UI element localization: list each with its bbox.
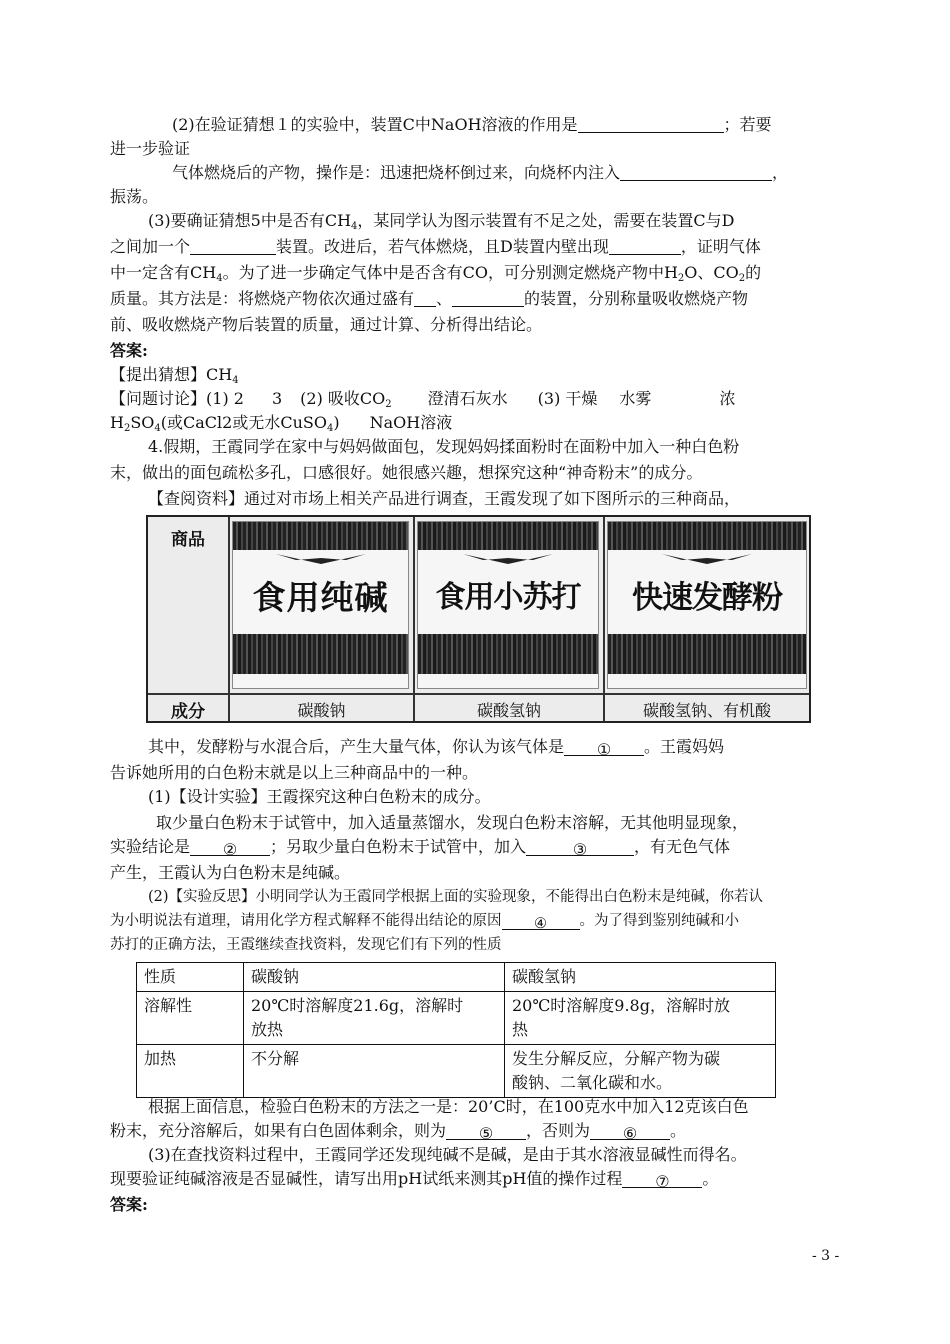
properties-table: [136, 962, 776, 1098]
text-line: 【问题讨论】(1) 2 3 (2) 吸收$CO_2$ 澄清石灰水 (3) 干燥 水雾 浓: [110, 389, 736, 410]
text-line: 取少量白色粉末于试管中，加入适量蒸馏水，发现白色粉末溶解，无其他明显现象，: [156, 813, 749, 832]
table-header-cell: 碳酸氢钠: [505, 963, 776, 992]
text-line: (3)要确证猜想5中是否有$CH_4$，某同学认为图示装置有不足之处，需要在装置C与D: [148, 211, 735, 232]
table-row: [137, 992, 776, 1045]
table-cell: 20℃时溶解度21.6g，溶解时 放热: [244, 992, 505, 1045]
table-cell: 发生分解反应，分解产物为碳 酸钠、二氧化碳和水。: [505, 1045, 776, 1098]
text-line: 粉末，充分溶解后，如果有白色固体剩余，则为 ⑤ ，否则为 ⑥ 。: [110, 1121, 687, 1142]
product-component: 碳酸氢钠、有机酸: [642, 700, 771, 720]
product-box: [417, 521, 599, 689]
answer-blank[interactable]: ⑤: [446, 1123, 526, 1140]
answer-blank[interactable]: ④: [502, 913, 580, 930]
product-name: 食用纯碱: [252, 578, 389, 617]
product-photo: [146, 515, 811, 723]
text-line: 前、吸收燃烧产物后装置的质量，通过计算、分析得出结论。: [110, 315, 543, 334]
product-box: [232, 521, 409, 689]
answer-blank[interactable]: [609, 238, 681, 255]
answer-blank[interactable]: [452, 290, 524, 307]
text-line: $H_2SO_4$(或CaCl2或无水CuSO$_4$) NaOH溶液: [110, 413, 453, 434]
text-line: 现要验证纯碱溶液是否显碱性，请写出用pH试纸来测其pH值的操作过程 ⑦ 。: [110, 1169, 719, 1190]
brand-logo-icon: [276, 552, 366, 566]
product-component: 碳酸钠: [297, 700, 346, 720]
answer-blank[interactable]: ②: [190, 839, 270, 856]
text-line: 为小明说法有道理，请用化学方程式解释不能得出结论的原因 ④ 。为了得到鉴别纯碱和小: [110, 913, 739, 932]
product-box: [607, 521, 807, 689]
text-line: (3)在查找资料过程中，王霞同学还发现纯碱不是碱，是由于其水溶液显碱性而得名。: [148, 1145, 747, 1164]
table-header-cell: 性质: [137, 963, 244, 992]
table-cell: 溶解性: [137, 992, 244, 1045]
answer-blank[interactable]: ③: [526, 839, 634, 856]
text-line: (2)在验证猜想１的实验中，装置C中NaOH溶液的作用是 ；若要: [172, 115, 772, 134]
text-line: 中一定含有$CH_4$。为了进一步确定气体中是否含有CO，可分别测定燃烧产物中$H_2O$、$CO_2$的: [110, 263, 762, 284]
brand-logo-icon: [463, 552, 553, 566]
product-name: 快速发酵粉: [632, 580, 782, 616]
text-line: 产生，王霞认为白色粉末是纯碱。: [110, 863, 351, 882]
text-line: 质量。其方法是：将燃烧产物依次通过盛有 、 的装置，分别称量吸收燃烧产物: [110, 289, 749, 308]
text-line: 苏打的正确方法，王霞继续查找资料，发现它们有下列的性质: [110, 937, 502, 953]
text-line: 4.假期，王霞同学在家中与妈妈做面包，发现妈妈揉面粉时在面粉中加入一种白色粉: [148, 437, 740, 456]
text-line: 进一步验证: [110, 139, 191, 158]
product-name: 食用小苏打: [435, 580, 581, 615]
text-line: (1)【设计实验】王霞探究这种白色粉末的成分。: [148, 787, 491, 806]
answer-heading: 答案:: [110, 341, 148, 360]
text-line: 告诉她所用的白色粉末就是以上三种商品中的一种。: [110, 763, 479, 782]
text-line: 【提出猜想】$CH_4$: [110, 365, 239, 386]
text-line: (2)【实验反思】小明同学认为王霞同学根据上面的实验现象，不能得出白色粉末是纯碱，你若认: [148, 889, 764, 905]
answer-blank[interactable]: ⑥: [590, 1123, 670, 1140]
text-line: 气体燃烧后的产物，操作是：迅速把烧杯倒过来，向烧杯内注入 ，: [172, 163, 789, 182]
answer-heading: 答案:: [110, 1195, 148, 1214]
answer-blank[interactable]: [578, 116, 724, 133]
product-header: 商品: [171, 529, 205, 550]
text-line: 实验结论是 ② ；另取少量白色粉末于试管中，加入 ③ ，有无色气体: [110, 837, 731, 858]
table-header-cell: 碳酸钠: [244, 963, 505, 992]
answer-blank[interactable]: [190, 238, 276, 255]
brand-logo-icon: [662, 552, 752, 566]
text-line: 之间加一个 装置。改进后，若气体燃烧，且D装置内壁出现 ，证明气体: [110, 237, 761, 256]
text-line: 振荡。: [110, 187, 159, 206]
table-header-row: [137, 963, 776, 992]
answer-blank[interactable]: [414, 290, 436, 307]
table-cell: 加热: [137, 1045, 244, 1098]
answer-blank[interactable]: ⑦: [622, 1171, 702, 1188]
page-number: - 3 -: [812, 1248, 840, 1264]
text-line: 其中，发酵粉与水混合后，产生大量气体，你认为该气体是 ① 。王霞妈妈: [148, 737, 725, 758]
table-cell: 不分解: [244, 1045, 505, 1098]
text-line: 根据上面信息，检验白色粉末的方法之一是：20’C时，在100克水中加入12克该白色: [148, 1097, 749, 1116]
text-line: 【查阅资料】通过对市场上相关产品进行调查，王霞发现了如下图所示的三种商品，: [148, 489, 741, 508]
component-header: 成分: [171, 701, 205, 722]
answer-blank[interactable]: ①: [564, 739, 644, 756]
text-line: 末，做出的面包疏松多孔，口感很好。她很感兴趣，想探究这种“神奇粉末”的成分。: [110, 463, 703, 482]
table-cell: 20℃时溶解度9.8g，溶解时放 热: [505, 992, 776, 1045]
product-component: 碳酸氢钠: [476, 700, 541, 720]
answer-blank[interactable]: [620, 164, 772, 181]
table-row: [137, 1045, 776, 1098]
